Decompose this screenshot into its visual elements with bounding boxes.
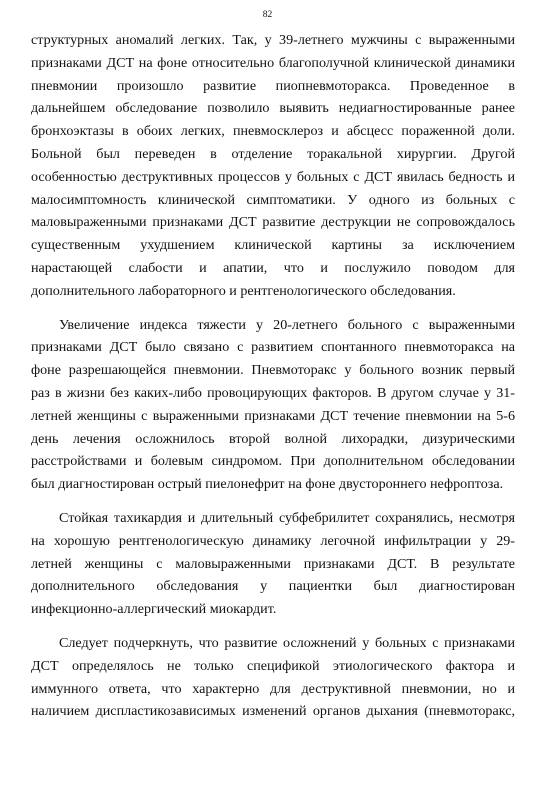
text-line: пневмонии произошло развитие пиопневмоторакса. Проведенное в [31,77,515,94]
text-line: был диагностирован острый пиелонефрит на фоне двустороннего нефроптоза. [31,476,504,493]
text-line: Увеличение индекса тяжести у 20-летнего больного с выраженными [59,316,515,333]
paragraph-3 [31,507,515,621]
page-number: 82 [262,10,273,20]
text-line: маловыраженными признаками ДСТ развитие деструкции не сопровождалось [31,214,515,231]
text-line: структурных аномалий легких. Так, у 39-летнего мужчины с выраженными [31,32,515,48]
text-line: ДСТ определялось не только спецификой этиологического фактора и [31,657,515,674]
text-line: дополнительного лабораторного и рентгенологического обследования. [31,282,456,299]
text-line: существенным ухудшением клинической картины за исключением [31,237,515,254]
paragraph-1 [31,29,515,303]
text-line: малосимптомность клинической симптоматики. У одного из больных с [31,191,515,208]
text-line: инфекционно-аллергический миокардит. [31,601,277,618]
text-line: иммунного ответа, что характерно для деструктивной пневмонии, но и [31,680,515,697]
text-line: признаками ДСТ на фоне относительно благополучной клинической динамики [31,54,515,71]
text-line: наличием диспластикозависимых изменений органов дыхания (пневмоторакс, [31,703,515,720]
text-line: Следует подчеркнуть, что развитие осложнений у больных с признаками [59,634,515,651]
text-line: расстройствами и болевым синдромом. При дополнительном обследовании [31,453,515,470]
text-line: нарастающей слабости и апатии, что и послужило поводом для [31,259,515,276]
text-line: фоне разрешающейся пневмонии. Пневмоторакс у больного возник первый [31,362,515,379]
text-line: летней женщины с маловыраженными признаками ДСТ. В результате [31,555,515,572]
text-line: бронхоэктазы в обоих легких, пневмосклероз и абсцесс пораженной доли. [31,123,515,140]
text-line: Стойкая тахикардия и длительный субфебрилитет сохранялись, несмотря [59,509,515,526]
text-line: особенностью деструктивных процессов у больных с ДСТ явилась бедность и [31,168,515,185]
text-line: раз в жизни без каких-либо провоцирующих факторов. В другом случае у 31- [31,384,515,401]
text-line: день лечения осложнилось второй волной лихорадки, дизурическими [31,430,515,447]
text-line: признаками ДСТ было связано с развитием спонтанного пневмоторакса на [31,339,515,356]
text-line: летней женщины с выраженными признаками ДСТ течение пневмонии на 5-6 [31,407,515,424]
text-line: дополнительного обследования у пациентки был диагностирован [31,578,515,595]
text-line: дальнейшем обследование позволило выявить недиагностированные ранее [31,100,515,117]
text-line: на хорошую рентгенологическую динамику легочной инфильтрации у 29- [31,532,515,549]
paragraph-2 [31,314,515,496]
body-text [31,29,515,723]
paragraph-4 [31,632,515,723]
text-line: Больной был переведен в отделение торакальной хирургии. Другой [31,145,515,162]
